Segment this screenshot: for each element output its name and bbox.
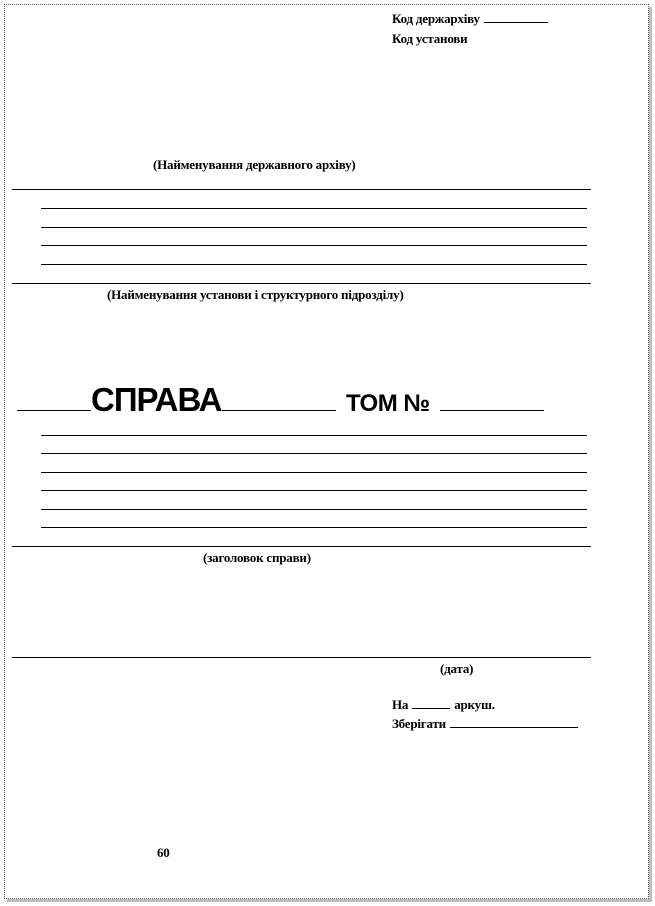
volume-label: ТОМ № bbox=[345, 390, 430, 417]
case-title-caption: (заголовок справи) bbox=[203, 550, 311, 565]
date-line bbox=[12, 657, 591, 658]
institution-line-2 bbox=[41, 208, 587, 209]
case-blank-middle bbox=[222, 382, 336, 411]
case-title-line-1 bbox=[41, 435, 587, 436]
archive-code-label: Код держархіву bbox=[392, 11, 480, 26]
volume-blank bbox=[440, 382, 544, 411]
institution-line-5 bbox=[41, 264, 587, 265]
case-title-line-6 bbox=[41, 527, 587, 528]
case-title-line-3 bbox=[41, 472, 587, 473]
institution-line-6 bbox=[12, 283, 591, 284]
case-word: СПРАВА bbox=[91, 381, 222, 418]
institution-line-4 bbox=[41, 245, 587, 246]
page-number: 60 bbox=[157, 845, 170, 860]
archive-code-row bbox=[392, 11, 548, 27]
keep-label: Зберігати bbox=[392, 716, 446, 731]
case-title-line-7 bbox=[12, 546, 591, 547]
state-archive-caption: (Найменування державного архіву) bbox=[153, 157, 356, 172]
keep-blank bbox=[450, 716, 578, 728]
document-page bbox=[4, 4, 649, 899]
institution-code-label: Код установи bbox=[392, 31, 468, 46]
institution-line-3 bbox=[41, 227, 587, 228]
case-title-line-2 bbox=[41, 453, 587, 454]
archive-code-blank bbox=[484, 11, 548, 23]
institution-line-1 bbox=[12, 189, 591, 190]
keep-row bbox=[392, 716, 578, 732]
sheets-row bbox=[392, 697, 495, 713]
case-title-line-4 bbox=[41, 490, 587, 491]
sheets-prefix: На bbox=[392, 697, 409, 712]
case-blank-left bbox=[17, 382, 91, 411]
case-heading bbox=[17, 381, 544, 419]
date-caption: (дата) bbox=[440, 661, 474, 676]
sheets-suffix: аркуш. bbox=[454, 697, 495, 712]
sheets-blank bbox=[412, 697, 450, 709]
institution-caption: (Найменування установи і структурного підрозділу) bbox=[107, 287, 404, 302]
case-title-line-5 bbox=[41, 509, 587, 510]
